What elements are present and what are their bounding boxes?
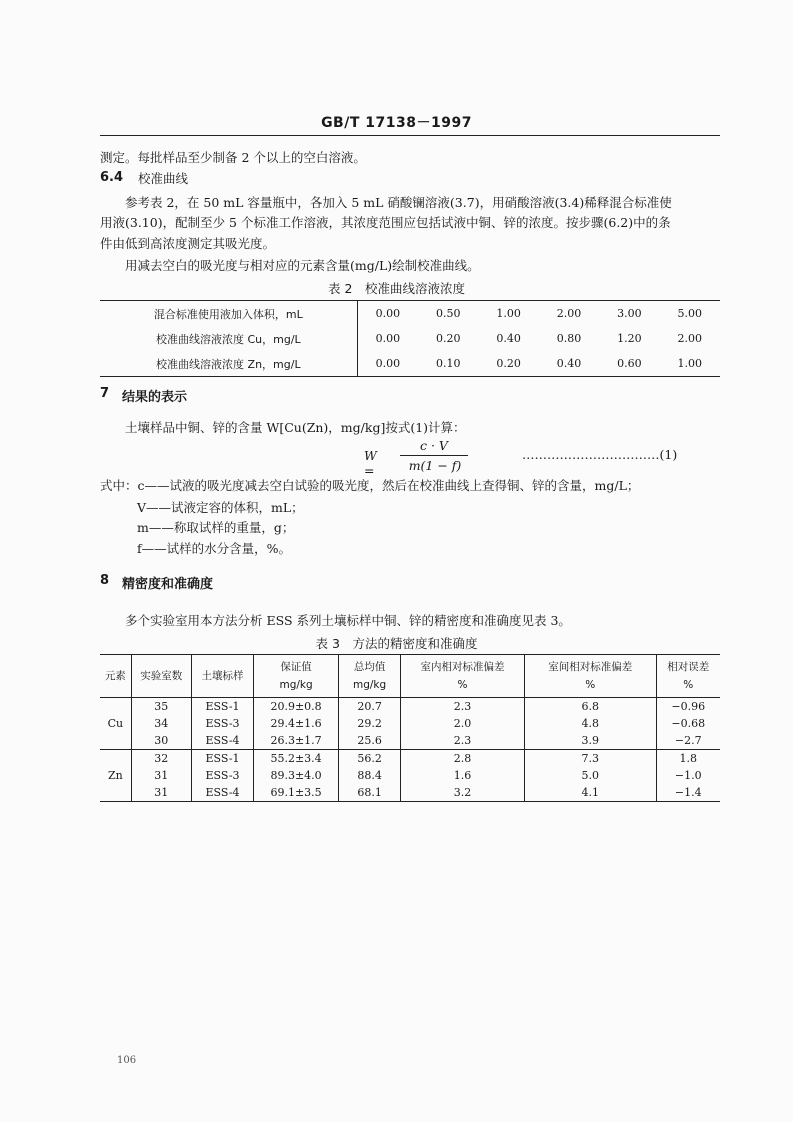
table-cell: 0.40 [556, 357, 582, 370]
section-8-title: 精密度和准确度 [122, 577, 214, 592]
where-c: 式中：c——试液的吸光度减去空白试验的吸光度，然后在校准曲线上查得铜、锌的含量，mg/L； [100, 478, 640, 493]
table-cell: 2.00 [556, 307, 582, 320]
table-cell: 20.9±0.8 [254, 698, 339, 716]
table-2 [100, 300, 720, 377]
table-cell: 2.3 [401, 732, 525, 750]
table-2-row-label: 校准曲线溶液浓度 Cu，mg/L [100, 326, 357, 351]
section-6-4-line-3: 件由低到高浓度测定其吸光度。 [100, 236, 276, 251]
table-cell: 69.1±3.5 [254, 784, 339, 802]
table-cell: ESS-3 [191, 767, 253, 784]
table-2-row-label: 校准曲线溶液浓度 Zn，mg/L [100, 351, 357, 377]
table-cell: 1.00 [677, 357, 703, 370]
section-6-4-line-2: 用液(3.10)，配制至少 5 个标准工作溶液，其浓度范围应包括试液中铜、锌的浓度。按步骤(6.2)中的条 [100, 215, 671, 230]
element-zn: Zn [100, 750, 131, 802]
header-labs: 实验室数 [131, 655, 191, 698]
table-cell: 32 [131, 750, 191, 768]
table-cell: −0.68 [656, 715, 720, 732]
table-cell: 5.00 [677, 307, 703, 320]
table-2-row-label: 混合标准使用液加入体积，mL [100, 301, 357, 327]
table-cell: 88.4 [338, 767, 400, 784]
table-row [100, 351, 720, 377]
section-8-intro: 多个实验室用本方法分析 ESS 系列土壤标样中铜、锌的精密度和准确度见表 3。 [125, 613, 571, 628]
table-cell: 0.00 [375, 332, 401, 345]
table-cell: 4.1 [524, 784, 656, 802]
table-cell: 34 [131, 715, 191, 732]
table-cell: ESS-1 [191, 750, 253, 768]
table-cell: 20.7 [338, 698, 400, 716]
where-f: f——试样的水分含量，%。 [137, 541, 292, 556]
section-8-number: 8 [100, 573, 110, 588]
table-cell: 2.8 [401, 750, 525, 768]
table-cell: −1.4 [656, 784, 720, 802]
table-cell: 0.20 [435, 332, 461, 345]
table-cell: 4.8 [524, 715, 656, 732]
table-cell: 0.00 [375, 307, 401, 320]
table-cell: 31 [131, 784, 191, 802]
table-row [100, 715, 720, 732]
table-row [100, 698, 720, 716]
table-cell: 2.3 [401, 698, 525, 716]
table-cell: 0.50 [435, 307, 461, 320]
formula-lhs: W = [364, 448, 377, 478]
section-6-4-line-4: 用减去空白的吸光度与相对应的元素含量(mg/L)绘制校准曲线。 [125, 258, 480, 273]
where-v: V——试液定容的体积，mL； [137, 500, 304, 515]
fraction-bar [400, 455, 468, 456]
header-rsd-between: 室间相对标准偏差 % [524, 655, 656, 698]
page-number: 106 [117, 1055, 137, 1066]
section-7-number: 7 [100, 386, 110, 401]
table-cell: 0.80 [556, 332, 582, 345]
table-cell: 7.3 [524, 750, 656, 768]
table-cell: 3.9 [524, 732, 656, 750]
paragraph-blank: 测定。每批样品至少制备 2 个以上的空白溶液。 [100, 150, 366, 165]
header-element: 元素 [100, 655, 131, 698]
table-cell: 0.00 [375, 357, 401, 370]
header-sample: 土壤标样 [191, 655, 253, 698]
table-row [100, 784, 720, 802]
table-cell: ESS-4 [191, 732, 253, 750]
header-mean: 总均值 mg/kg [338, 655, 400, 698]
table-3 [100, 654, 720, 802]
table-cell: 2.00 [677, 332, 703, 345]
table-cell: −2.7 [656, 732, 720, 750]
table-cell: 0.60 [617, 357, 642, 370]
table-cell: 26.3±1.7 [254, 732, 339, 750]
table-cell: 31 [131, 767, 191, 784]
section-6-4-number: 6.4 [100, 170, 124, 185]
table-cell: −0.96 [656, 698, 720, 716]
table-header-row [100, 655, 720, 698]
section-7-title: 结果的表示 [122, 390, 188, 405]
table-cell: ESS-4 [191, 784, 253, 802]
table-cell: 1.20 [617, 332, 642, 345]
table-cell: 30 [131, 732, 191, 750]
table-cell: 1.00 [496, 307, 521, 320]
header-certified: 保证值 mg/kg [254, 655, 339, 698]
table-cell: 35 [131, 698, 191, 716]
table-row [100, 732, 720, 750]
header-rule [100, 135, 720, 136]
where-m: m——称取试样的重量，g； [137, 520, 295, 535]
formula-denominator: m(1 − f) [408, 458, 462, 473]
table-cell: 3.2 [401, 784, 525, 802]
table-cell: −1.0 [656, 767, 720, 784]
table-cell: 68.1 [338, 784, 400, 802]
table-cell: 0.10 [435, 357, 461, 370]
header-rsd-in: 室内相对标准偏差 % [401, 655, 525, 698]
table-cell: 5.0 [524, 767, 656, 784]
section-6-4-line-1: 参考表 2，在 50 mL 容量瓶中，各加入 5 mL 硝酸镧溶液(3.7)，用硝酸溶液(3.4)稀释混合标准使 [125, 195, 672, 210]
table-row [100, 767, 720, 784]
table-cell: 0.40 [496, 332, 521, 345]
header-rel-error: 相对误差 % [656, 655, 720, 698]
table-cell: 1.6 [401, 767, 525, 784]
table-cell: 2.0 [401, 715, 525, 732]
table-cell: 55.2±3.4 [254, 750, 339, 768]
table-row [100, 326, 720, 351]
table-cell: ESS-1 [191, 698, 253, 716]
table-2-caption: 表 2 校准曲线溶液浓度 [328, 281, 465, 296]
table-cell: 1.8 [656, 750, 720, 768]
document-header: GB/T 17138－1997 [321, 115, 472, 131]
table-cell: 0.20 [496, 357, 521, 370]
table-cell: 6.8 [524, 698, 656, 716]
table-cell: 56.2 [338, 750, 400, 768]
table-cell: 89.3±4.0 [254, 767, 339, 784]
table-cell: 29.4±1.6 [254, 715, 339, 732]
table-3-caption: 表 3 方法的精密度和准确度 [315, 636, 478, 651]
table-row [100, 301, 720, 327]
element-cu: Cu [100, 698, 131, 750]
table-cell: 3.00 [617, 307, 642, 320]
table-cell: 25.6 [338, 732, 400, 750]
table-row [100, 750, 720, 768]
formula-reference: ……………………………(1) [522, 447, 678, 462]
table-cell: 29.2 [338, 715, 400, 732]
table-cell: ESS-3 [191, 715, 253, 732]
formula-numerator: c · V [420, 438, 448, 453]
section-6-4-title: 校准曲线 [138, 171, 189, 186]
section-7-intro: 土壤样品中铜、锌的含量 W[Cu(Zn)，mg/kg]按式(1)计算： [125, 420, 466, 435]
